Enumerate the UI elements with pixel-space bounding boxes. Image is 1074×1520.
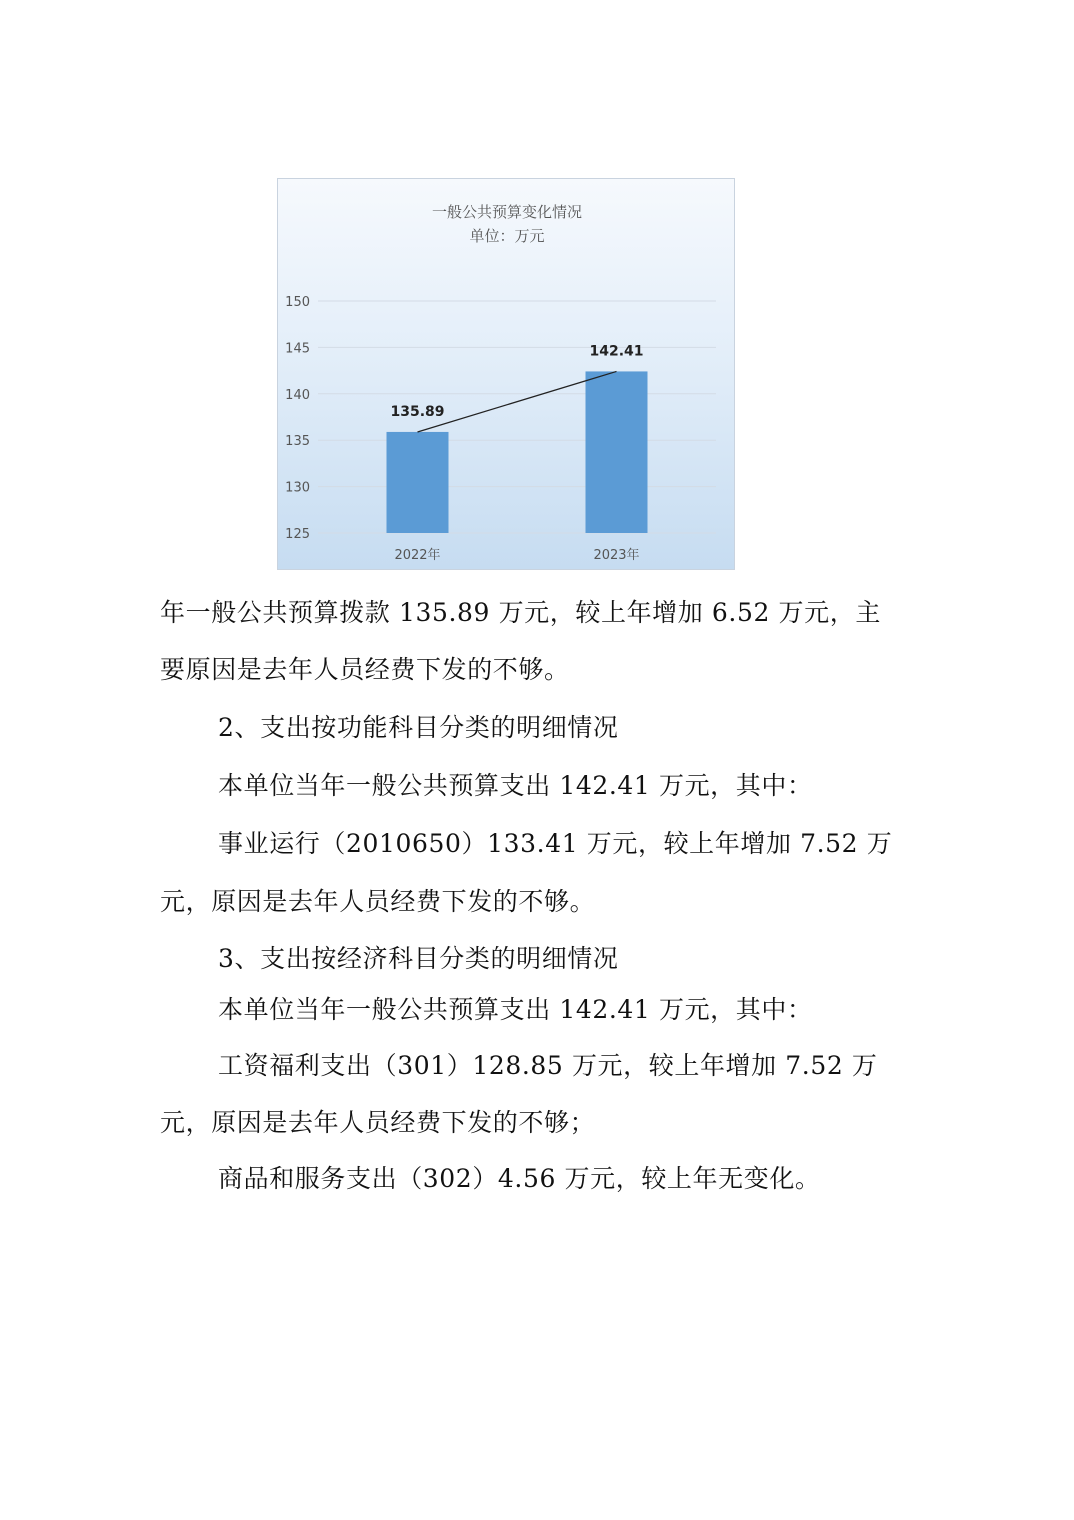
y-tick-label: 145 [285,341,310,357]
budget-chart [277,178,735,570]
x-tick-label: 2023年 [593,548,640,563]
paragraph-line: 事业运行（2010650）133.41 万元，较上年增加 7.52 万 [218,829,893,858]
data-label: 142.41 [589,343,644,360]
y-tick-label: 140 [285,387,310,403]
y-tick-label: 130 [285,480,310,496]
paragraph-line: 元，原因是去年人员经费下发的不够； [160,1108,596,1137]
y-tick-label: 150 [285,295,310,310]
paragraph-line: 商品和服务支出（302）4.56 万元，较上年无变化。 [218,1164,821,1193]
paragraph-line: 要原因是去年人员经费下发的不够。 [160,655,570,684]
section-heading: 2、支出按功能科目分类的明细情况 [218,713,619,742]
x-tick-label: 2022年 [394,548,441,563]
paragraph-line: 本单位当年一般公共预算支出 142.41 万元，其中： [218,995,813,1024]
bar [387,432,449,533]
chart-title: 一般公共预算变化情况 [431,203,583,221]
data-label: 135.89 [390,403,445,420]
section-heading: 3、支出按经济科目分类的明细情况 [218,944,619,973]
paragraph-line: 工资福利支出（301）128.85 万元，较上年增加 7.52 万 [218,1051,878,1080]
paragraph-line: 年一般公共预算拨款 135.89 万元，较上年增加 6.52 万元，主 [160,598,881,627]
plot-area [285,295,716,563]
y-tick-label: 125 [285,527,310,542]
paragraph-line: 本单位当年一般公共预算支出 142.41 万元，其中： [218,771,813,800]
y-tick-label: 135 [285,434,310,450]
bar [586,371,648,533]
paragraph-line: 元，原因是去年人员经费下发的不够。 [160,887,596,916]
chart-svg [278,179,736,571]
chart-subtitle: 单位：万元 [469,227,545,245]
